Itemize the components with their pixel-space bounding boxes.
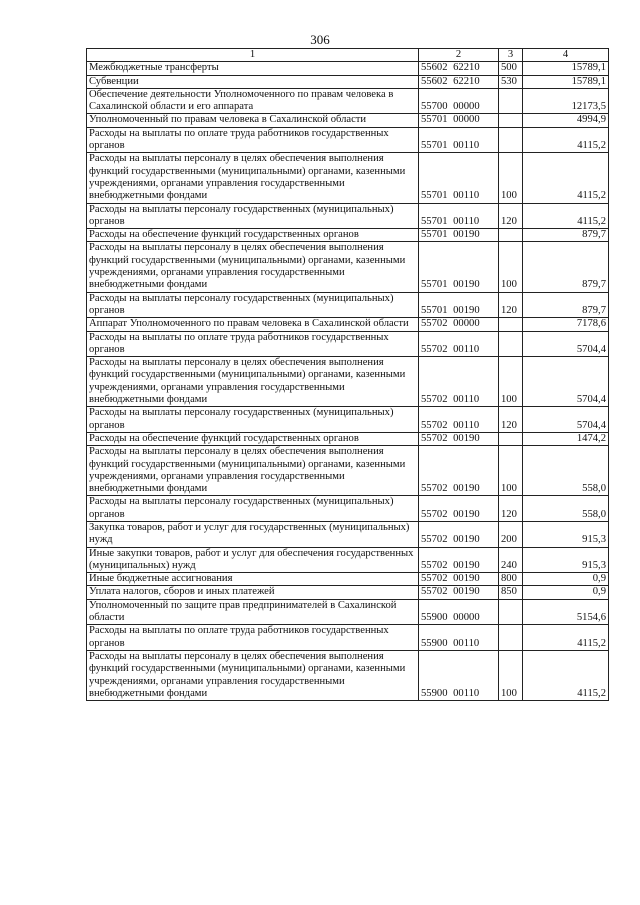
amount: 879,7: [523, 292, 609, 318]
amount: 879,7: [523, 242, 609, 292]
expense-type-code: 120: [499, 203, 523, 229]
table-row: [87, 650, 609, 700]
code-value: 55702 00190: [421, 573, 480, 585]
amount: 879,7: [523, 229, 609, 242]
expense-name: Расходы на обеспечение функций государственных органов: [87, 432, 419, 445]
column-header: 4: [523, 49, 609, 62]
amount: 4115,2: [523, 203, 609, 229]
table-row: [87, 229, 609, 242]
expense-type-code: 100: [499, 650, 523, 700]
amount: 4115,2: [523, 127, 609, 153]
expense-type-code: 100: [499, 357, 523, 407]
amount: 0,9: [523, 586, 609, 599]
code-value: 55700 00000: [421, 101, 480, 113]
column-header: 3: [499, 49, 523, 62]
table-row: [87, 331, 609, 357]
expense-name: Расходы на выплаты персоналу в целях обеспечения выполнения функций государственными (муниципальными) органами, казенными учреждениями, органами управления государственными внебюджетными фондами: [87, 357, 419, 407]
expense-name: Уплата налогов, сборов и иных платежей: [87, 586, 419, 599]
target-article-code: [419, 573, 499, 586]
expense-type-code: 500: [499, 62, 523, 75]
amount: 12173,5: [523, 88, 609, 114]
expense-name: Расходы на выплаты персоналу в целях обеспечения выполнения функций государственными (муниципальными) органами, казенными учреждениями, органами управления государственными внебюджетными фондами: [87, 446, 419, 496]
amount: 915,3: [523, 547, 609, 573]
expense-name: Расходы на обеспечение функций государственных органов: [87, 229, 419, 242]
expense-type-code: [499, 432, 523, 445]
table-row: [87, 547, 609, 573]
target-article-code: [419, 432, 499, 445]
expense-type-code: [499, 229, 523, 242]
expense-name: Расходы на выплаты персоналу в целях обеспечения выполнения функций государственными (муниципальными) органами, казенными учреждениями, органами управления государственными внебюджетными фондами: [87, 153, 419, 203]
target-article-code: [419, 203, 499, 229]
code-value: 55702 00110: [421, 419, 480, 431]
table-row: [87, 573, 609, 586]
target-article-code: [419, 114, 499, 127]
target-article-code: [419, 446, 499, 496]
code-value: 55702 00110: [421, 394, 480, 406]
table-row: [87, 153, 609, 203]
table-row: [87, 62, 609, 75]
table-header-row: [87, 49, 609, 62]
code-value: 55701 00110: [421, 190, 480, 202]
expense-type-code: 850: [499, 586, 523, 599]
code-value: 55701 00190: [421, 304, 480, 316]
expense-name: Расходы на выплаты персоналу в целях обеспечения выполнения функций государственными (муниципальными) органами, казенными учреждениями, органами управления государственными внебюджетными фондами: [87, 242, 419, 292]
expense-type-code: [499, 88, 523, 114]
target-article-code: [419, 75, 499, 88]
expense-name: Иные бюджетные ассигнования: [87, 573, 419, 586]
target-article-code: [419, 127, 499, 153]
expense-type-code: 200: [499, 521, 523, 547]
expense-name: Расходы на выплаты по оплате труда работников государственных органов: [87, 625, 419, 651]
expense-name: Субвенции: [87, 75, 419, 88]
expense-type-code: [499, 331, 523, 357]
target-article-code: [419, 318, 499, 331]
target-article-code: [419, 650, 499, 700]
expense-name: Уполномоченный по правам человека в Сахалинской области: [87, 114, 419, 127]
table-row: [87, 292, 609, 318]
amount: 7178,6: [523, 318, 609, 331]
amount: 0,9: [523, 573, 609, 586]
table-row: [87, 586, 609, 599]
target-article-code: [419, 547, 499, 573]
code-value: 55900 00110: [421, 687, 480, 699]
code-value: 55702 00190: [421, 432, 480, 444]
expense-name: Расходы на выплаты персоналу государственных (муниципальных) органов: [87, 292, 419, 318]
expense-name: Расходы на выплаты персоналу государственных (муниципальных) органов: [87, 203, 419, 229]
table-row: [87, 432, 609, 445]
amount: 558,0: [523, 446, 609, 496]
expense-type-code: 530: [499, 75, 523, 88]
code-value: 55900 00000: [421, 612, 480, 624]
expense-name: Уполномоченный по защите прав предпринимателей в Сахалинской области: [87, 599, 419, 625]
code-value: 55900 00110: [421, 637, 480, 649]
target-article-code: [419, 62, 499, 75]
expense-name: Расходы на выплаты по оплате труда работников государственных органов: [87, 127, 419, 153]
table-row: [87, 446, 609, 496]
table-row: [87, 88, 609, 114]
amount: 5154,6: [523, 599, 609, 625]
target-article-code: [419, 242, 499, 292]
expense-type-code: 100: [499, 446, 523, 496]
amount: 1474,2: [523, 432, 609, 445]
column-header: 2: [419, 49, 499, 62]
amount: 5704,4: [523, 357, 609, 407]
code-value: 55702 00190: [421, 534, 480, 546]
expense-type-code: [499, 127, 523, 153]
expense-name: Аппарат Уполномоченного по правам человека в Сахалинской области: [87, 318, 419, 331]
code-value: 55602 62210: [421, 62, 480, 74]
target-article-code: [419, 586, 499, 599]
expense-name: Межбюджетные трансферты: [87, 62, 419, 75]
table-row: [87, 599, 609, 625]
expense-name: Расходы на выплаты персоналу в целях обеспечения выполнения функций государственными (муниципальными) органами, казенными учреждениями, органами управления государственными внебюджетными фондами: [87, 650, 419, 700]
amount: 4115,2: [523, 625, 609, 651]
expense-type-code: [499, 599, 523, 625]
expense-name: Закупка товаров, работ и услуг для государственных (муниципальных) нужд: [87, 521, 419, 547]
column-header: 1: [87, 49, 419, 62]
budget-table: [86, 48, 609, 701]
expense-type-code: 120: [499, 407, 523, 433]
table-row: [87, 75, 609, 88]
target-article-code: [419, 153, 499, 203]
expense-type-code: [499, 625, 523, 651]
code-value: 55702 00190: [421, 483, 480, 495]
code-value: 55701 00110: [421, 140, 480, 152]
amount: 15789,1: [523, 62, 609, 75]
target-article-code: [419, 407, 499, 433]
code-value: 55702 00000: [421, 318, 480, 330]
target-article-code: [419, 496, 499, 522]
table-row: [87, 114, 609, 127]
target-article-code: [419, 625, 499, 651]
amount: 558,0: [523, 496, 609, 522]
page-number: 306: [310, 32, 330, 47]
table-row: [87, 521, 609, 547]
code-value: 55702 00190: [421, 508, 480, 520]
table-row: [87, 242, 609, 292]
table-row: [87, 127, 609, 153]
table-row: [87, 318, 609, 331]
code-value: 55701 00190: [421, 229, 480, 241]
amount: 4115,2: [523, 153, 609, 203]
code-value: 55702 00110: [421, 343, 480, 355]
code-value: 55701 00000: [421, 114, 480, 126]
expense-type-code: [499, 318, 523, 331]
target-article-code: [419, 292, 499, 318]
target-article-code: [419, 229, 499, 242]
target-article-code: [419, 331, 499, 357]
amount: 4994,9: [523, 114, 609, 127]
expense-type-code: 100: [499, 153, 523, 203]
expense-name: Расходы на выплаты персоналу государственных (муниципальных) органов: [87, 496, 419, 522]
code-value: 55602 62210: [421, 75, 480, 87]
expense-type-code: 240: [499, 547, 523, 573]
table-row: [87, 203, 609, 229]
expense-type-code: 100: [499, 242, 523, 292]
expense-type-code: [499, 114, 523, 127]
target-article-code: [419, 521, 499, 547]
expense-type-code: 120: [499, 496, 523, 522]
amount: 5704,4: [523, 331, 609, 357]
code-value: 55701 00190: [421, 279, 480, 291]
table-row: [87, 407, 609, 433]
table-row: [87, 496, 609, 522]
target-article-code: [419, 357, 499, 407]
target-article-code: [419, 599, 499, 625]
amount: 4115,2: [523, 650, 609, 700]
table-row: [87, 357, 609, 407]
expense-name: Расходы на выплаты по оплате труда работников государственных органов: [87, 331, 419, 357]
table-row: [87, 625, 609, 651]
amount: 5704,4: [523, 407, 609, 433]
expense-type-code: 800: [499, 573, 523, 586]
amount: 915,3: [523, 521, 609, 547]
code-value: 55702 00190: [421, 559, 480, 571]
target-article-code: [419, 88, 499, 114]
expense-name: Расходы на выплаты персоналу государственных (муниципальных) органов: [87, 407, 419, 433]
code-value: 55701 00110: [421, 215, 480, 227]
expense-name: Обеспечение деятельности Уполномоченного по правам человека в Сахалинской области и его аппарата: [87, 88, 419, 114]
expense-type-code: 120: [499, 292, 523, 318]
code-value: 55702 00190: [421, 586, 480, 598]
amount: 15789,1: [523, 75, 609, 88]
expense-name: Иные закупки товаров, работ и услуг для обеспечения государственных (муниципальных) нужд: [87, 547, 419, 573]
